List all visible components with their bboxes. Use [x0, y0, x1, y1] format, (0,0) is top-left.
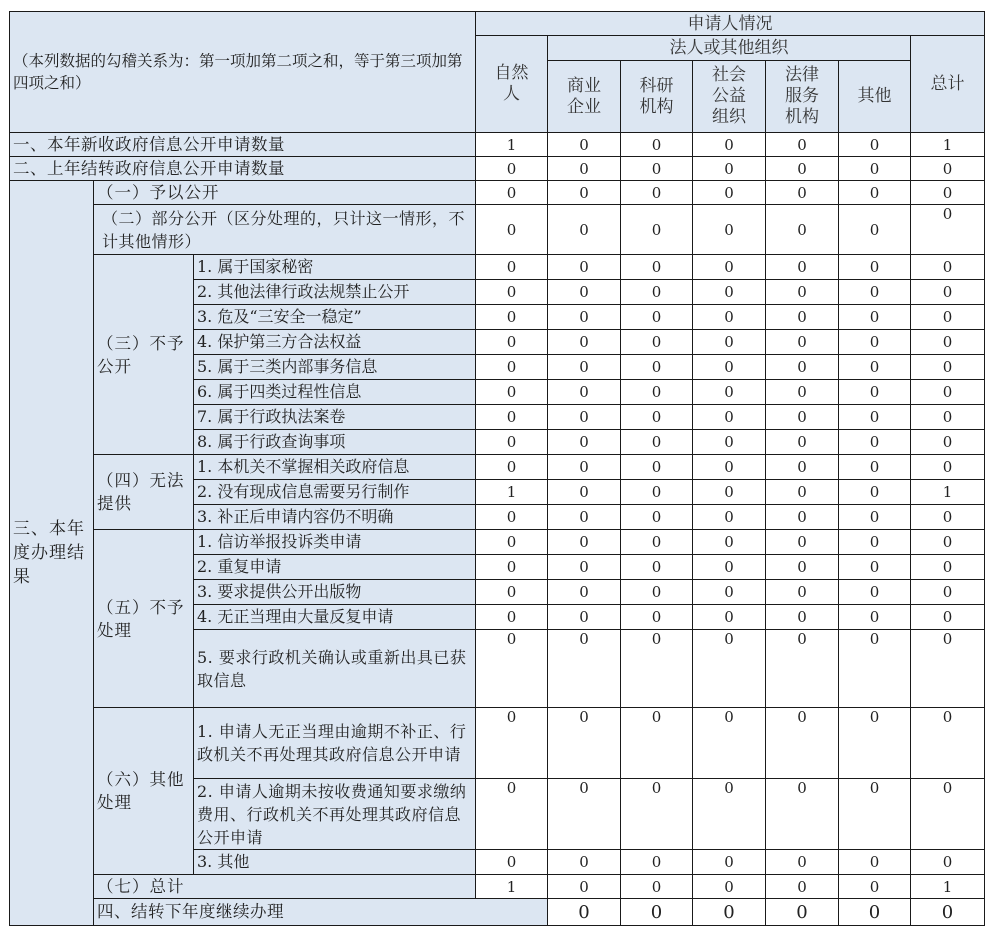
cell-value: 0 — [766, 157, 839, 181]
cell-value: 0 — [621, 505, 693, 530]
cell-value: 0 — [621, 205, 693, 255]
cell-value: 0 — [476, 580, 548, 605]
section3-label: 三、本年度办理结果 — [10, 181, 94, 926]
cell-value: 0 — [693, 355, 766, 380]
cell-value: 0 — [548, 605, 621, 630]
cell-value: 1 — [911, 480, 985, 505]
cell-value: 0 — [476, 708, 548, 779]
cell-value: 0 — [693, 480, 766, 505]
cell-value: 0 — [766, 380, 839, 405]
row-label-item: 1. 本机关不掌握相关政府信息 — [194, 455, 476, 480]
cell-value: 0 — [911, 255, 985, 280]
cell-value: 0 — [911, 157, 985, 181]
cell-value: 0 — [766, 330, 839, 355]
cell-value: 0 — [839, 555, 911, 580]
cell-value: 0 — [476, 205, 548, 255]
cell-value: 0 — [766, 899, 839, 926]
row-label-item: 2. 其他法律行政法规禁止公开 — [194, 280, 476, 305]
cell-value: 0 — [911, 580, 985, 605]
cell-value: 0 — [548, 330, 621, 355]
header-applicant: 申请人情况 — [476, 12, 985, 36]
cell-value: 0 — [839, 355, 911, 380]
cell-value: 0 — [476, 779, 548, 850]
cell-value: 0 — [911, 605, 985, 630]
cell-value: 0 — [839, 157, 911, 181]
cell-value: 0 — [548, 708, 621, 779]
row-label-item: 4. 保护第三方合法权益 — [194, 330, 476, 355]
cell-value: 0 — [621, 430, 693, 455]
cell-value: 0 — [548, 875, 621, 899]
cell-value: 0 — [621, 580, 693, 605]
cell-value: 0 — [548, 630, 621, 708]
row-label-item: 6. 属于四类过程性信息 — [194, 380, 476, 405]
cell-value: 0 — [839, 280, 911, 305]
cell-value: 0 — [548, 430, 621, 455]
cell-value: 0 — [693, 899, 766, 926]
cell-value: 0 — [766, 355, 839, 380]
cell-value: 1 — [911, 875, 985, 899]
cell-value: 0 — [839, 205, 911, 255]
cell-value: 0 — [693, 181, 766, 205]
cell-value: 0 — [548, 255, 621, 280]
cell-value: 0 — [766, 875, 839, 899]
cell-value: 0 — [621, 157, 693, 181]
cell-value: 0 — [693, 850, 766, 875]
cell-value: 0 — [548, 850, 621, 875]
cell-value: 0 — [766, 605, 839, 630]
table-row — [10, 708, 985, 779]
header-other: 其他 — [839, 61, 911, 133]
cell-value: 0 — [911, 205, 985, 255]
cell-value: 0 — [911, 280, 985, 305]
cell-value: 0 — [839, 133, 911, 157]
cell-value: 0 — [766, 405, 839, 430]
cell-value: 0 — [839, 580, 911, 605]
row-label-item: 1. 信访举报投诉类申请 — [194, 530, 476, 555]
row-label-item: 4. 无正当理由大量反复申请 — [194, 605, 476, 630]
cell-value: 0 — [476, 455, 548, 480]
cell-value: 0 — [839, 181, 911, 205]
cell-value: 0 — [766, 580, 839, 605]
row-label-item: 7. 属于行政执法案卷 — [194, 405, 476, 430]
cell-value: 0 — [766, 779, 839, 850]
cell-value: 0 — [476, 305, 548, 330]
cell-value: 0 — [548, 530, 621, 555]
table-row — [10, 255, 985, 280]
cell-value: 0 — [839, 305, 911, 330]
row-label-item: 3. 要求提供公开出版物 — [194, 580, 476, 605]
cell-value: 0 — [766, 181, 839, 205]
cell-value: 0 — [693, 133, 766, 157]
cell-value: 0 — [911, 530, 985, 555]
cell-value: 0 — [476, 255, 548, 280]
cell-value: 0 — [548, 157, 621, 181]
header-research: 科研机构 — [621, 61, 693, 133]
table-row — [10, 205, 985, 255]
cell-value: 0 — [766, 708, 839, 779]
cell-value: 0 — [476, 181, 548, 205]
cell-value: 0 — [911, 630, 985, 708]
row-label-section3-total: （七）总计 — [94, 875, 476, 899]
table-row — [10, 157, 985, 181]
cell-value: 0 — [476, 330, 548, 355]
cell-value: 0 — [548, 181, 621, 205]
table-row — [10, 875, 985, 899]
row-label-item: 5. 属于三类内部事务信息 — [194, 355, 476, 380]
cell-value: 0 — [548, 555, 621, 580]
cell-value: 0 — [476, 380, 548, 405]
cell-value: 0 — [621, 779, 693, 850]
cell-value: 0 — [621, 480, 693, 505]
table-row — [10, 133, 985, 157]
header-commercial: 商业企业 — [548, 61, 621, 133]
cell-value: 0 — [766, 133, 839, 157]
row-label-item: 3. 其他 — [194, 850, 476, 875]
row-label-item: 3. 补正后申请内容仍不明确 — [194, 505, 476, 530]
cell-value: 0 — [911, 850, 985, 875]
cell-value: 0 — [476, 605, 548, 630]
cell-value: 0 — [693, 380, 766, 405]
cell-value: 0 — [548, 405, 621, 430]
cell-value: 0 — [548, 133, 621, 157]
row-label-item: 1. 申请人无正当理由逾期不补正、行政机关不再处理其政府信息公开申请 — [194, 708, 476, 779]
cell-value: 0 — [911, 708, 985, 779]
cell-value: 0 — [766, 850, 839, 875]
cell-value: 0 — [693, 630, 766, 708]
cell-value: 0 — [693, 555, 766, 580]
cell-value: 0 — [476, 430, 548, 455]
cell-value: 0 — [693, 430, 766, 455]
cell-value: 0 — [839, 605, 911, 630]
row-label-item: 5. 要求行政机关确认或重新出具已获取信息 — [194, 630, 476, 708]
cell-value: 0 — [621, 605, 693, 630]
cell-value: 0 — [693, 779, 766, 850]
table-row — [10, 530, 985, 555]
row-label-publish: （一）予以公开 — [94, 181, 476, 205]
gov-info-disclosure-table — [9, 11, 985, 926]
cell-value: 0 — [911, 779, 985, 850]
cell-value: 0 — [476, 530, 548, 555]
cell-value: 0 — [911, 455, 985, 480]
cell-value: 0 — [839, 850, 911, 875]
cell-value: 0 — [548, 580, 621, 605]
row-label-item: 2. 重复申请 — [194, 555, 476, 580]
cell-value: 0 — [839, 330, 911, 355]
cell-value: 0 — [766, 530, 839, 555]
cell-value: 0 — [766, 255, 839, 280]
cell-value: 0 — [621, 355, 693, 380]
cell-value: 0 — [621, 530, 693, 555]
cell-value: 0 — [839, 875, 911, 899]
row-label-unable: （四）无法提供 — [94, 455, 194, 530]
cell-value: 0 — [693, 305, 766, 330]
cell-value: 0 — [839, 430, 911, 455]
cell-value: 0 — [476, 505, 548, 530]
cell-value: 0 — [548, 280, 621, 305]
cell-value: 1 — [476, 480, 548, 505]
cell-value: 0 — [911, 355, 985, 380]
cell-value: 0 — [911, 505, 985, 530]
cell-value: 0 — [548, 899, 621, 926]
cell-value: 0 — [548, 305, 621, 330]
cell-value: 0 — [621, 133, 693, 157]
cell-value: 0 — [766, 430, 839, 455]
cell-value: 0 — [839, 255, 911, 280]
table-row — [10, 181, 985, 205]
cell-value: 0 — [693, 708, 766, 779]
cell-value: 0 — [621, 455, 693, 480]
cell-value: 0 — [839, 455, 911, 480]
cell-value: 0 — [476, 355, 548, 380]
cell-value: 0 — [621, 875, 693, 899]
cell-value: 0 — [766, 480, 839, 505]
cell-value: 0 — [693, 157, 766, 181]
header-legal-service: 法律服务机构 — [766, 61, 839, 133]
cell-value: 0 — [693, 405, 766, 430]
cell-value: 0 — [621, 405, 693, 430]
cell-value: 0 — [839, 630, 911, 708]
cell-value: 0 — [476, 555, 548, 580]
cell-value: 0 — [621, 181, 693, 205]
cell-value: 0 — [839, 480, 911, 505]
cell-value: 0 — [693, 255, 766, 280]
cell-value: 1 — [476, 133, 548, 157]
cell-value: 0 — [693, 875, 766, 899]
header-social-welfare: 社会公益组织 — [693, 61, 766, 133]
cell-value: 0 — [693, 505, 766, 530]
row-label-carry-forward: 四、结转下年度继续办理 — [94, 899, 548, 926]
cell-value: 0 — [548, 480, 621, 505]
row-label-not-processed: （五）不予处理 — [94, 530, 194, 708]
cell-value: 1 — [476, 875, 548, 899]
cell-value: 0 — [693, 330, 766, 355]
row-label-item: 2. 申请人逾期未按收费通知要求缴纳费用、行政机关不再处理其政府信息公开申请 — [194, 779, 476, 850]
cell-value: 0 — [911, 405, 985, 430]
row-label-new-requests: 一、本年新收政府信息公开申请数量 — [10, 133, 476, 157]
table-row — [10, 899, 985, 926]
row-label-item: 8. 属于行政查询事项 — [194, 430, 476, 455]
row-label-item: 3. 危及“三安全一稳定” — [194, 305, 476, 330]
cell-value: 0 — [766, 205, 839, 255]
cell-value: 0 — [621, 305, 693, 330]
cell-value: 0 — [911, 305, 985, 330]
cell-value: 0 — [548, 205, 621, 255]
header-total: 总计 — [911, 36, 985, 133]
cell-value: 0 — [693, 580, 766, 605]
cell-value: 0 — [911, 330, 985, 355]
cell-value: 0 — [621, 555, 693, 580]
cell-value: 0 — [766, 555, 839, 580]
row-label-partial: （二）部分公开（区分处理的，只计这一情形，不计其他情形） — [94, 205, 476, 255]
cell-value: 0 — [911, 181, 985, 205]
cell-value: 0 — [621, 630, 693, 708]
cell-value: 0 — [548, 505, 621, 530]
cell-value: 0 — [548, 380, 621, 405]
cell-value: 0 — [621, 330, 693, 355]
cell-value: 0 — [548, 355, 621, 380]
table-row — [10, 455, 985, 480]
cell-value: 0 — [693, 280, 766, 305]
cell-value: 0 — [621, 380, 693, 405]
cell-value: 0 — [911, 555, 985, 580]
cell-value: 0 — [911, 899, 985, 926]
cell-value: 0 — [839, 380, 911, 405]
cell-value: 0 — [839, 405, 911, 430]
cell-value: 0 — [766, 505, 839, 530]
cell-value: 0 — [766, 305, 839, 330]
cell-value: 0 — [766, 630, 839, 708]
cell-value: 0 — [839, 779, 911, 850]
cell-value: 0 — [548, 455, 621, 480]
cell-value: 0 — [476, 280, 548, 305]
row-label-not-public: （三）不予公开 — [94, 255, 194, 455]
cell-value: 0 — [621, 280, 693, 305]
cell-value: 0 — [476, 850, 548, 875]
cell-value: 0 — [693, 530, 766, 555]
header-note: （本列数据的勾稽关系为：第一项加第二项之和，等于第三项加第四项之和） — [10, 12, 476, 133]
cell-value: 0 — [766, 455, 839, 480]
header-natural-person: 自然人 — [476, 36, 548, 133]
cell-value: 0 — [621, 255, 693, 280]
cell-value: 1 — [911, 133, 985, 157]
cell-value: 0 — [693, 205, 766, 255]
cell-value: 0 — [911, 430, 985, 455]
cell-value: 0 — [476, 157, 548, 181]
cell-value: 0 — [911, 380, 985, 405]
header-legal-org: 法人或其他组织 — [548, 36, 911, 61]
cell-value: 0 — [839, 708, 911, 779]
row-label-item: 2. 没有现成信息需要另行制作 — [194, 480, 476, 505]
cell-value: 0 — [766, 280, 839, 305]
cell-value: 0 — [839, 530, 911, 555]
row-label-item: 1. 属于国家秘密 — [194, 255, 476, 280]
cell-value: 0 — [839, 505, 911, 530]
cell-value: 0 — [621, 708, 693, 779]
row-label-other-processing: （六）其他处理 — [94, 708, 194, 875]
cell-value: 0 — [476, 630, 548, 708]
cell-value: 0 — [621, 899, 693, 926]
cell-value: 0 — [693, 605, 766, 630]
cell-value: 0 — [476, 405, 548, 430]
cell-value: 0 — [621, 850, 693, 875]
cell-value: 0 — [693, 455, 766, 480]
cell-value: 0 — [548, 779, 621, 850]
row-label-carried-over: 二、上年结转政府信息公开申请数量 — [10, 157, 476, 181]
cell-value: 0 — [839, 899, 911, 926]
